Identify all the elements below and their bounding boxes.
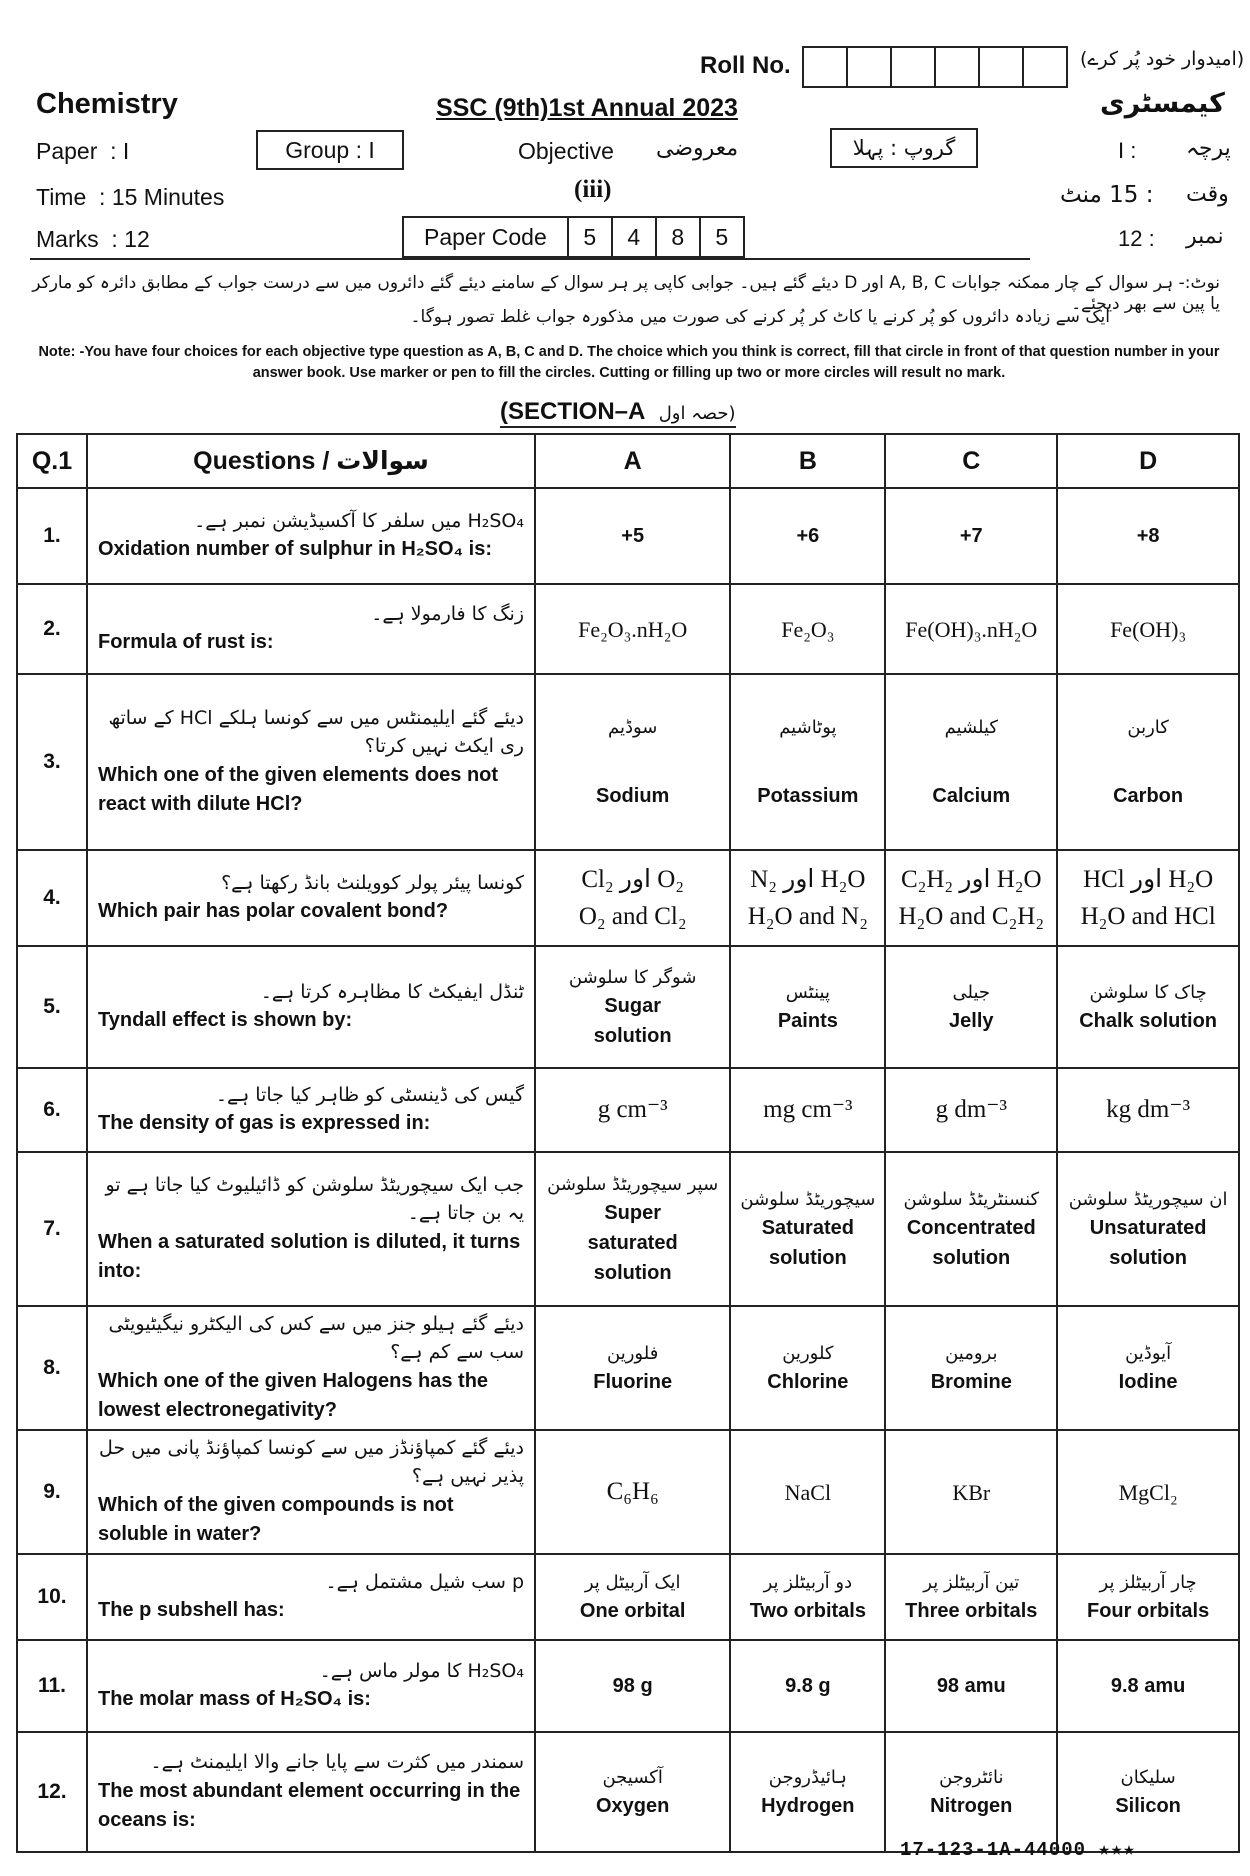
option-a	[535, 1554, 730, 1640]
option-en: Fe₂O₃.nH₂O	[578, 616, 688, 642]
question-ur: سمندر میں کثرت سے پایا جانے والا ایلیمنٹ ہے۔	[150, 1751, 524, 1774]
option-c	[885, 1732, 1057, 1852]
option-ur: Cl₂ اور O₂	[581, 865, 685, 893]
question-row	[17, 1152, 1239, 1306]
question-en: Which of the given compounds is not soluble in water?	[98, 1493, 454, 1545]
question-ur: دیئے گئے ہیلو جنز میں سے کس کی الیکٹرو نیگیٹیویٹی سب سے کم ہے؟	[108, 1313, 524, 1363]
objective-en: Objective	[518, 138, 614, 164]
option-en: +8	[1136, 525, 1160, 547]
option-en: Unsaturated solution	[1089, 1216, 1207, 1269]
question-en: The p subshell has:	[98, 1599, 285, 1622]
question-number: 10.	[17, 1554, 87, 1640]
question-text	[87, 1306, 535, 1430]
subject-en: Chemistry	[36, 88, 178, 120]
question-text	[87, 1640, 535, 1732]
time-ur: وقت	[1186, 182, 1229, 207]
question-number: 1.	[17, 488, 87, 584]
question-text	[87, 850, 535, 946]
roll-no-boxes[interactable]	[802, 46, 1068, 88]
question-text	[87, 584, 535, 674]
question-number: 8.	[17, 1306, 87, 1430]
question-en: When a saturated solution is diluted, it turns into:	[98, 1230, 521, 1282]
question-text	[87, 1554, 535, 1640]
option-a	[535, 1306, 730, 1430]
question-ur: جب ایک سیچوریٹڈ سلوشن کو ڈائیلیوٹ کیا جاتا ہے تو یہ بن جاتا ہے۔	[105, 1174, 524, 1224]
option-b	[730, 850, 885, 946]
option-en: kg dm⁻³	[1106, 1096, 1191, 1124]
marks-ur: نمبر	[1186, 224, 1224, 249]
question-row	[17, 850, 1239, 946]
option-b	[730, 674, 885, 850]
option-en: Fe(OH)₃.nH₂O	[905, 616, 1038, 642]
question-number: 6.	[17, 1068, 87, 1152]
option-ur: N₂ اور H₂O	[750, 865, 866, 893]
paper-code-digit: 8	[655, 218, 699, 256]
option-b	[730, 1732, 885, 1852]
question-table	[16, 433, 1240, 1853]
paper-code-label: Paper Code	[424, 224, 547, 250]
question-en: Formula of rust is:	[98, 631, 274, 654]
question-text	[87, 1732, 535, 1852]
option-ur: کنسنٹریٹڈ سلوشن	[903, 1188, 1040, 1210]
question-ur: دیئے گئے کمپاؤنڈز میں سے کونسا کمپاؤنڈ پانی میں حل پذیر نہیں ہے؟	[98, 1437, 524, 1487]
option-en: g dm⁻³	[935, 1096, 1007, 1124]
header-b: B	[730, 434, 885, 488]
question-en: Which one of the given Halogens has the lowest electronegativity?	[98, 1369, 489, 1421]
option-a	[535, 1430, 730, 1554]
question-row	[17, 584, 1239, 674]
option-d	[1057, 946, 1239, 1068]
question-en: Tyndall effect is shown by:	[98, 1009, 353, 1032]
question-row	[17, 1640, 1239, 1732]
option-ur: HCl اور H₂O	[1083, 865, 1214, 893]
option-en: Paints	[777, 1009, 838, 1032]
option-en: Saturated solution	[761, 1216, 854, 1269]
option-a	[535, 584, 730, 674]
question-text	[87, 674, 535, 850]
question-ur: ٹنڈل ایفیکٹ کا مظاہرہ کرتا ہے۔	[260, 980, 524, 1003]
question-number: 5.	[17, 946, 87, 1068]
option-en: Sodium	[596, 784, 670, 807]
option-d	[1057, 1152, 1239, 1306]
option-en: Fe(OH)₃	[1110, 616, 1187, 642]
option-ur: سلیکان	[1120, 1766, 1176, 1788]
marks-value: : 12	[111, 226, 150, 252]
option-en: KBr	[952, 1479, 991, 1505]
question-en: The most abundant element occurring in the oceans is:	[98, 1779, 521, 1831]
paper-code-digit: 5	[567, 218, 611, 256]
question-row	[17, 1554, 1239, 1640]
footer-code: 17-123-1A-44000 ★★★	[900, 1839, 1136, 1861]
section-title	[500, 398, 736, 428]
question-number: 12.	[17, 1732, 87, 1852]
option-ur: دو آربیٹلز پر	[763, 1571, 853, 1593]
option-en: Bromine	[930, 1370, 1012, 1393]
question-en: Which pair has polar covalent bond?	[98, 900, 449, 923]
option-ur: پوٹاشیم	[779, 716, 837, 738]
option-en: +5	[621, 525, 645, 547]
paper-ur: پرچہ	[1186, 136, 1231, 161]
note-english: Note: -You have four choices for each objective type question as A, B, C and D. The choice which you think is correct, fill that circle in front of that question number in your answer book. Use marker or pen to fill the circles. Cutting or filling up two or more circles will result no mark.	[38, 344, 1220, 382]
option-en: Three orbitals	[905, 1599, 1038, 1622]
question-row	[17, 1732, 1239, 1852]
note-urdu-line2: ایک سے زیادہ دائروں کو پُر کرنے یا کاٹ کر پُر کرنے کی صورت میں مذکورہ جواب غلط تصور ہوگا۔	[410, 307, 1110, 327]
header-questions: Questions / سوالات	[87, 434, 535, 488]
option-en: Concentrated solution	[906, 1216, 1036, 1269]
option-c	[885, 850, 1057, 946]
question-number: 3.	[17, 674, 87, 850]
question-ur: کونسا پیئر پولر کوویلنٹ بانڈ رکھتا ہے؟	[221, 871, 524, 894]
header-a: A	[535, 434, 730, 488]
option-c	[885, 1430, 1057, 1554]
option-d	[1057, 674, 1239, 850]
question-text	[87, 946, 535, 1068]
option-ur: ایک آربیٹل پر	[584, 1571, 681, 1593]
option-b	[730, 1640, 885, 1732]
question-ur: H₂SO₄ میں سلفر کا آکسیڈیشن نمبر ہے۔	[194, 509, 524, 532]
section-title-en: (SECTION–A	[500, 398, 646, 425]
question-text	[87, 1152, 535, 1306]
option-ur: کاربن	[1127, 716, 1169, 738]
paper-variant: (iii)	[574, 176, 612, 203]
option-en: 9.8 g	[785, 1675, 831, 1697]
paper-value: : I	[110, 138, 130, 164]
option-b	[730, 1554, 885, 1640]
option-c	[885, 488, 1057, 584]
marks-label: Marks	[36, 226, 99, 252]
question-ur: دیئے گئے ایلیمنٹس میں سے کونسا ہلکے HCl کے ساتھ ری ایکٹ نہیں کرتا؟	[108, 707, 524, 757]
paper-ur-value: I :	[1118, 138, 1137, 163]
question-number: 11.	[17, 1640, 87, 1732]
option-en: NaCl	[784, 1479, 832, 1505]
header-c: C	[885, 434, 1057, 488]
paper-label: Paper	[36, 138, 98, 164]
time-ur-value: : 15 منٹ	[1060, 182, 1154, 208]
option-en: Calcium	[932, 784, 1011, 807]
option-ur: آیوڈین	[1125, 1342, 1172, 1364]
question-text	[87, 488, 535, 584]
option-ur: ہائیڈروجن	[768, 1766, 847, 1788]
option-c	[885, 1068, 1057, 1152]
option-c	[885, 1554, 1057, 1640]
option-en: +6	[796, 525, 820, 547]
subject-ur: کیمسٹری	[1100, 88, 1225, 119]
paper-code-digit: 4	[611, 218, 655, 256]
question-text	[87, 1430, 535, 1554]
option-en: Silicon	[1115, 1794, 1181, 1817]
option-en: Fe₂O₃	[781, 616, 835, 642]
option-en: H₂O and HCl	[1080, 903, 1216, 930]
option-c	[885, 946, 1057, 1068]
question-row	[17, 1430, 1239, 1554]
question-number: 2.	[17, 584, 87, 674]
paper-code-digit: 5	[699, 218, 743, 256]
question-en: The molar mass of H₂SO₄ is:	[98, 1688, 371, 1711]
option-en: MgCl₂	[1118, 1479, 1178, 1505]
question-row	[17, 946, 1239, 1068]
question-row	[17, 674, 1239, 850]
option-en: Fluorine	[593, 1370, 673, 1393]
option-en: 98 amu	[936, 1675, 1006, 1697]
group-box: Group : I	[256, 130, 404, 170]
option-ur: برومین	[945, 1342, 998, 1364]
note-urdu-line1: نوٹ:- ہر سوال کے چار ممکنہ جوابات A, B, C اور D دیئے گئے ہیں۔ جوابی کاپی پر ہر سوال کے سامنے دیئے گئے دائروں میں سے درست جواب کے مطابق دائرہ کو مارکر یا پین سے بھر دیجئے۔	[32, 273, 1220, 314]
option-en: H₂O and C₂H₂	[898, 903, 1045, 930]
time-value: : 15 Minutes	[99, 184, 225, 210]
option-en: Jelly	[949, 1009, 994, 1032]
option-d	[1057, 488, 1239, 584]
option-ur: آکسیجن	[602, 1766, 663, 1788]
option-ur: چاک کا سلوشن	[1089, 981, 1207, 1003]
option-c	[885, 584, 1057, 674]
question-ur: p سب شیل مشتمل ہے۔	[325, 1570, 524, 1593]
header-rule	[30, 258, 1030, 260]
option-en: Hydrogen	[761, 1794, 855, 1817]
time-label: Time	[36, 184, 87, 210]
header-qnum: Q.1	[17, 434, 87, 488]
option-b	[730, 1068, 885, 1152]
option-a	[535, 1732, 730, 1852]
question-en: Which one of the given elements does not react with dilute HCl?	[98, 763, 499, 815]
option-ur: کیلشیم	[944, 716, 998, 738]
option-b	[730, 1306, 885, 1430]
option-ur: سوڈیم	[607, 716, 658, 738]
option-a	[535, 1640, 730, 1732]
option-ur: سپر سیچوریٹڈ سلوشن	[547, 1173, 719, 1195]
option-en: Potassium	[757, 784, 859, 807]
option-en: Two orbitals	[749, 1599, 866, 1622]
question-ur: گیس کی ڈینسٹی کو ظاہر کیا جاتا ہے۔	[215, 1083, 524, 1106]
option-ur: کلورین	[782, 1342, 834, 1364]
option-en: One orbital	[579, 1599, 686, 1622]
option-en: O₂ and Cl₂	[578, 903, 687, 930]
question-ur: H₂SO₄ کا مولر ماس ہے۔	[319, 1659, 524, 1682]
option-a	[535, 674, 730, 850]
option-en: mg cm⁻³	[763, 1096, 853, 1124]
candidate-note-urdu: (امیدوار خود پُر کرے)	[1080, 48, 1245, 70]
option-d	[1057, 1430, 1239, 1554]
option-en: Super saturated solution	[587, 1201, 678, 1284]
option-ur: شوگر کا سلوشن	[568, 966, 697, 988]
option-d	[1057, 584, 1239, 674]
objective-ur: معروضی	[656, 136, 739, 161]
option-a	[535, 946, 730, 1068]
option-en: Chalk solution	[1079, 1009, 1218, 1032]
option-ur: پینٹس	[785, 981, 830, 1003]
question-number: 7.	[17, 1152, 87, 1306]
option-ur: ان سیچوریٹڈ سلوشن	[1068, 1188, 1228, 1210]
option-en: Iodine	[1118, 1370, 1178, 1393]
option-a	[535, 488, 730, 584]
option-en: Four orbitals	[1087, 1599, 1210, 1622]
option-c	[885, 1640, 1057, 1732]
option-b	[730, 488, 885, 584]
option-ur: سیچوریٹڈ سلوشن	[740, 1188, 876, 1210]
option-ur: فلورین	[607, 1342, 659, 1364]
option-c	[885, 1152, 1057, 1306]
option-en: Oxygen	[596, 1794, 670, 1817]
question-number: 4.	[17, 850, 87, 946]
option-b	[730, 1430, 885, 1554]
question-ur: زنگ کا فارمولا ہے۔	[371, 602, 524, 625]
question-text	[87, 1068, 535, 1152]
question-row	[17, 1306, 1239, 1430]
option-d	[1057, 1732, 1239, 1852]
question-row	[17, 1068, 1239, 1152]
option-c	[885, 674, 1057, 850]
option-ur: نائٹروجن	[939, 1766, 1004, 1788]
option-d	[1057, 1554, 1239, 1640]
exam-title: SSC (9th)1st Annual 2023	[436, 94, 738, 122]
option-en: Nitrogen	[930, 1794, 1013, 1817]
option-d	[1057, 1640, 1239, 1732]
option-ur: C₂H₂ اور H₂O	[900, 865, 1042, 893]
option-en: 98 g	[612, 1675, 653, 1697]
option-ur: تین آربیٹلز پر	[923, 1571, 1020, 1593]
question-number: 9.	[17, 1430, 87, 1554]
option-ur: جیلی	[952, 981, 991, 1003]
option-d	[1057, 1068, 1239, 1152]
question-en: Oxidation number of sulphur in H₂SO₄ is:	[98, 538, 492, 561]
option-a	[535, 1152, 730, 1306]
option-c	[885, 1306, 1057, 1430]
question-en: The density of gas is expressed in:	[98, 1112, 431, 1135]
option-b	[730, 1152, 885, 1306]
option-en: H₂O and N₂	[747, 903, 868, 930]
option-en: Sugar solution	[593, 994, 672, 1047]
option-d	[1057, 1306, 1239, 1430]
option-b	[730, 946, 885, 1068]
option-a	[535, 850, 730, 946]
marks-ur-value: 12 :	[1118, 226, 1155, 251]
question-row	[17, 488, 1239, 584]
option-ur: چار آربیٹلز پر	[1099, 1571, 1197, 1593]
option-en: Chlorine	[767, 1370, 849, 1393]
option-en: 9.8 amu	[1110, 1675, 1186, 1697]
option-d	[1057, 850, 1239, 946]
option-en: C₆H₆	[606, 1478, 659, 1506]
option-a	[535, 1068, 730, 1152]
roll-no-label: Roll No.	[700, 52, 791, 79]
group-box-ur: گروپ : پہلا	[830, 128, 978, 168]
option-b	[730, 584, 885, 674]
header-d: D	[1057, 434, 1239, 488]
section-title-ur: حصہ اول)	[658, 403, 736, 424]
paper-code-box	[402, 216, 745, 258]
option-en: Carbon	[1113, 784, 1184, 807]
option-en: +7	[959, 525, 983, 547]
option-en: g cm⁻³	[597, 1096, 668, 1124]
table-header-row	[17, 434, 1239, 488]
